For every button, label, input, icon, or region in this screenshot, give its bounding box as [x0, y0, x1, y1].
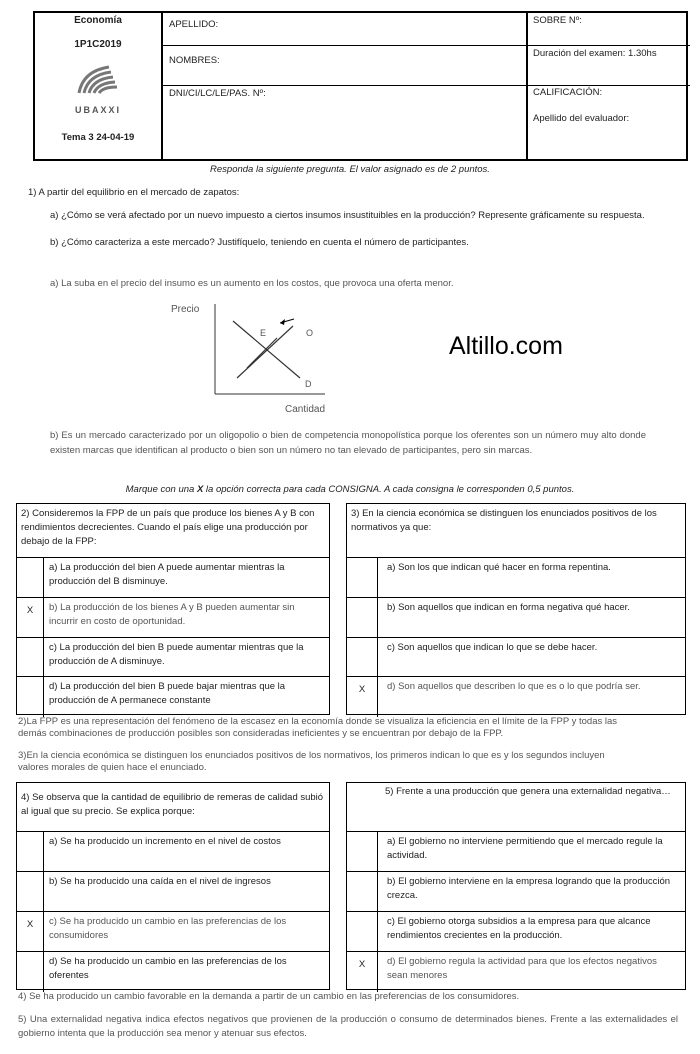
- header-divider: [526, 13, 528, 159]
- q1-part-a: a) ¿Cómo se verá afectado por un nuevo impuesto a ciertos insumos insustituibles en la producción? Represente gráficamente su respuesta.: [50, 210, 645, 221]
- q4-stem: 4) Se observa que la cantidad de equilibrio de remeras de calidad subió al igual que su precio. Se explica porque:: [21, 792, 324, 817]
- header-divider: [526, 85, 690, 86]
- option-text: a) Se ha producido un incremento en el nivel de costos: [49, 836, 281, 847]
- question-4: [16, 782, 330, 990]
- supply-demand-graph: [165, 296, 365, 423]
- option-text: b) La producción de los bienes A y B pueden aumentar sin incurrir en costo de oportunidad.: [49, 601, 295, 627]
- option-text: b) Son aquellos que indican en forma negativa qué hacer.: [387, 601, 630, 613]
- supply-curve-new: [247, 338, 277, 368]
- answer-checkbox[interactable]: X: [26, 604, 34, 616]
- calificacion-label: CALIFICACIÓN:: [533, 87, 603, 98]
- subject-name: Economía: [74, 15, 122, 26]
- q5-stem: 5) Frente a una producción que genera una externalidad negativa…: [385, 786, 671, 797]
- evaluador-label: Apellido del evaluador:: [533, 113, 630, 124]
- option-row: [347, 597, 685, 638]
- q3-explanation: 3)En la ciencia económica se distinguen los enunciados positivos de los normativos, los primeros indican lo que es y los segundos incluyen valores morales de quien hace el enunciado.: [18, 750, 605, 773]
- option-text: a) Son los que indican qué hacer en forma repentina.: [387, 562, 611, 573]
- option-row: [17, 557, 329, 598]
- q3-stem: 3) En la ciencia económica se distinguen los enunciados positivos de los normativos ya que:: [351, 508, 657, 533]
- ubaxxi-logo: [73, 63, 123, 104]
- option-row: [347, 831, 685, 872]
- option-row: [17, 871, 329, 912]
- question-2: [16, 503, 330, 715]
- question-3: [346, 503, 686, 715]
- answer-checkbox[interactable]: X: [358, 959, 366, 970]
- option-row: [17, 637, 329, 678]
- q2-explanation: 2)La FPP es una representación del fenómeno de la escasez en la economía donde se visualiza la eficiencia en el límite de la FPP y todas las demás combinaciones de producción posibles son consideradas ineficientes y se encuentran por debajo de la FPP.: [18, 716, 618, 739]
- option-row: [17, 951, 329, 992]
- exam-header: [33, 11, 688, 161]
- answer-checkbox[interactable]: X: [26, 919, 34, 930]
- option-text: b) Se ha producido una caída en el nivel de ingresos: [49, 876, 271, 887]
- option-row: [17, 911, 329, 952]
- option-row: [17, 676, 329, 717]
- graph-label-o: O: [306, 328, 314, 338]
- option-text: c) Se ha producido un cambio en las preferencias de los consumidores: [49, 916, 287, 941]
- option-row: [347, 871, 685, 912]
- option-text: c) El gobierno otorga subsidios a la empresa para que alcance rendimientos crecientes en la producción.: [387, 916, 651, 941]
- question-5: [346, 782, 686, 990]
- option-text: d) La producción del bien B puede bajar mientras que la producción de A permanece constante: [49, 681, 286, 707]
- header-divider: [161, 13, 163, 159]
- graph-label-e: E: [260, 328, 267, 338]
- header-divider: [161, 85, 526, 86]
- watermark: Altillo.com: [449, 332, 563, 360]
- q1-answer-a: a) La suba en el precio del insumo es un aumento en los costos, que provoca una oferta menor.: [50, 278, 454, 289]
- q1-part-b: b) ¿Cómo caracteriza a este mercado? Justifíquelo, teniendo en cuenta el número de participantes.: [50, 237, 469, 248]
- option-row: [17, 831, 329, 872]
- graph-x-label: Cantidad: [285, 404, 326, 415]
- logo-text: UBAXXI: [74, 105, 121, 115]
- option-text: d) El gobierno regula la actividad para que los efectos negativos sean menores: [387, 956, 657, 981]
- nombres-label: NOMBRES:: [169, 55, 220, 66]
- graph-label-d: D: [305, 379, 312, 389]
- q4-explanation: 4) Se ha producido un cambio favorable en la demanda a partir de un cambio en las preferencias de los consumidores.: [18, 991, 520, 1002]
- option-row: [347, 637, 685, 678]
- instruction-1: Responda la siguiente pregunta. El valor asignado es de 2 puntos.: [210, 164, 490, 175]
- q1-answer-b: b) Es un mercado caracterizado por un oligopolio o bien de competencia monopolística porque los oferentes son un número muy alto donde existen marcas que identifican al producto o bien son un número no tan elevado de participantes, pero sin marcas.: [50, 430, 646, 456]
- option-row: [347, 911, 685, 952]
- option-row: [347, 557, 685, 598]
- option-text: d) Son aquellos que describen lo que es o lo que podría ser.: [387, 681, 641, 693]
- answer-checkbox[interactable]: X: [358, 684, 366, 696]
- option-text: a) El gobierno no interviene permitiendo que el mercado regule la actividad.: [387, 836, 663, 861]
- q1-title: 1) A partir del equilibrio en el mercado de zapatos:: [28, 187, 240, 198]
- duracion-label: Duración del examen: 1.30hs: [533, 48, 657, 59]
- header-divider: [526, 45, 690, 46]
- option-row: [347, 676, 685, 717]
- header-divider: [161, 45, 526, 46]
- tema-date: Tema 3 24-04-19: [61, 132, 135, 143]
- option-text: b) El gobierno interviene en la empresa logrando que la producción crezca.: [387, 876, 671, 901]
- q2-stem: 2) Consideremos la FPP de un país que produce los bienes A y B con rendimientos decrecientes. Cuando el país elige una producción por debajo de la FPP:: [21, 508, 315, 547]
- dni-label: DNI/CI/LC/LE/PAS. Nº:: [169, 88, 266, 99]
- q5-explanation: 5) Una externalidad negativa indica efectos negativos que provienen de la producción o consumo de determinados bienes. Frente a las externalidades el gobierno intenta que la producción sea menor y atenuar sus efectos.: [18, 1014, 678, 1039]
- option-text: c) Son aquellos que indican lo que se debe hacer.: [387, 641, 598, 653]
- exam-code: 1P1C2019: [74, 39, 122, 50]
- option-text: c) La producción del bien B puede aumentar mientras que la producción de A disminuye.: [49, 641, 304, 667]
- graph-y-label: Precio: [171, 304, 200, 315]
- instruction-2: Marque con una X la opción correcta para cada CONSIGNA. A cada consigna le corresponden 0,5 puntos.: [125, 484, 575, 495]
- option-text: a) La producción del bien A puede aumentar mientras la producción del B disminuye.: [49, 562, 285, 587]
- sobre-label: SOBRE Nº:: [533, 15, 582, 26]
- option-text: d) Se ha producido un cambio en las preferencias de los oferentes: [49, 956, 287, 981]
- apellido-label: APELLIDO:: [169, 19, 219, 30]
- option-row: [17, 597, 329, 638]
- option-row: [347, 951, 685, 992]
